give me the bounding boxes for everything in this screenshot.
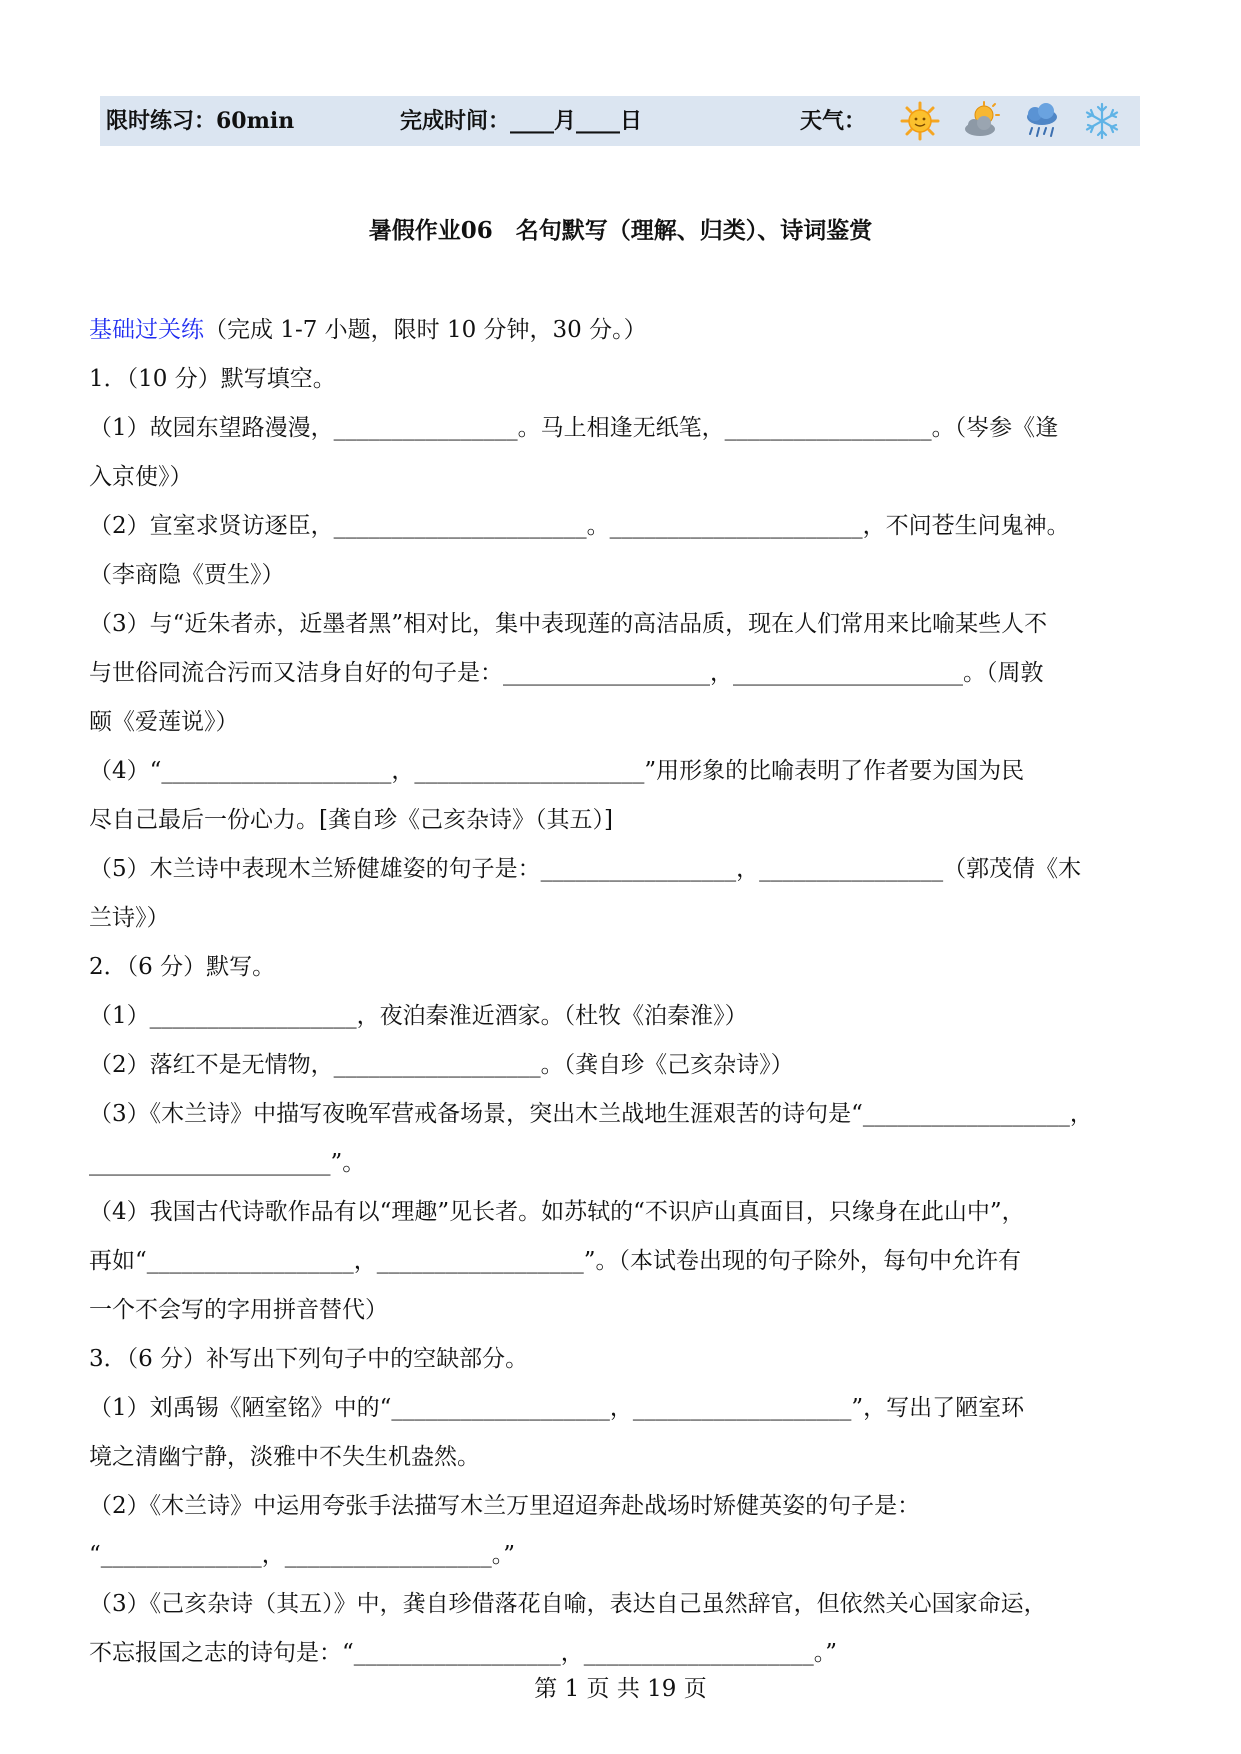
text-line: 与世俗同流合污而又洁身自好的句子是：__________________，____________________。（周敦 [89,660,1044,686]
text-line: （1）刘禹锡《陋室铭》中的“___________________，___________________”，写出了陋室环 [89,1395,1025,1421]
text-line: 入京使》） [89,464,193,490]
section-heading [89,306,1151,355]
page-footer: 第 1 页 共 19 页 [534,1676,707,1702]
section-note: （完成 1-7 小题，限时 10 分钟，30 分。） [204,317,647,343]
text-line: 境之清幽宁静，淡雅中不失生机盎然。 [89,1444,480,1470]
text-line: 3．（6 分）补写出下列句子中的空缺部分。 [89,1346,529,1372]
partly-cloudy-icon [962,101,1002,141]
document-title: 暑假作业06 名句默写（理解、归类）、诗词鉴赏 [368,217,873,244]
text-line: （3）《木兰诗》中描写夜晚军营戒备场景，突出木兰战地生涯艰苦的诗句是“__________________， [89,1101,1093,1127]
text-line: （2）宣室求贤访逐臣，______________________。______________________，不问苍生问鬼神。 [89,513,1070,539]
text-line: 兰诗》） [89,905,170,931]
text-line: （3）与“近朱者赤，近墨者黑”相对比，集中表现莲的高洁品质，现在人们常用来比喻某些人不 [89,611,1048,637]
text-line: 1．（10 分）默写填空。 [89,366,336,392]
text-line: （4）我国古代诗歌作品有以“理趣”见长者。如苏轼的“不识庐山真面目，只缘身在此山中”， [89,1199,1025,1225]
completion-time: 完成时间：____月____日 [400,108,643,134]
section-label: 基础过关练 [89,317,204,343]
text-line: 颐《爱莲说》） [89,709,239,735]
header-bar [100,96,1140,146]
text-line: （1）__________________，夜泊秦淮近酒家。（杜牧《泊秦淮》） [89,1003,748,1029]
text-line: _____________________”。 [89,1150,366,1176]
text-line: （3）《己亥杂诗（其五）》中，龚自珍借落花自喻，表达自己虽然辞官，但依然关心国家命运， [89,1591,1047,1617]
rain-cloud-icon [1022,101,1062,141]
snowflake-icon [1082,101,1122,141]
text-line: 一个不会写的字用拼音替代） [89,1297,388,1323]
sun-icon [900,101,940,141]
text-line: （5）木兰诗中表现木兰矫健雄姿的句子是：_________________，________________（郭茂倩《木 [89,856,1082,882]
text-line: 尽自己最后一份心力。[龚自珍《己亥杂诗》（其五）] [89,807,613,833]
exercise-content [89,306,1151,1678]
text-line: “______________，__________________。” [89,1542,516,1568]
time-limit: 限时练习：60min [106,108,295,134]
text-line: （4）“____________________，____________________”用形象的比喻表明了作者要为国为民 [89,758,1025,784]
text-line: （2）落红不是无情物，__________________。（龚自珍《己亥杂诗》） [89,1052,794,1078]
text-line: 2．（6 分）默写。 [89,954,276,980]
text-line: （2）《木兰诗》中运用夸张手法描写木兰万里迢迢奔赴战场时矫健英姿的句子是： [89,1493,921,1519]
text-line: 不忘报国之志的诗句是：“__________________，____________________。” [89,1640,838,1666]
text-line: 再如“__________________，__________________”。（本试卷出现的句子除外，每句中允许有 [89,1248,1022,1274]
text-line: （李商隐《贾生》） [89,562,285,588]
weather-label: 天气： [800,108,867,134]
text-line: （1）故园东望路漫漫，________________。马上相逢无纸笔，__________________。（岑参《逢 [89,415,1059,441]
